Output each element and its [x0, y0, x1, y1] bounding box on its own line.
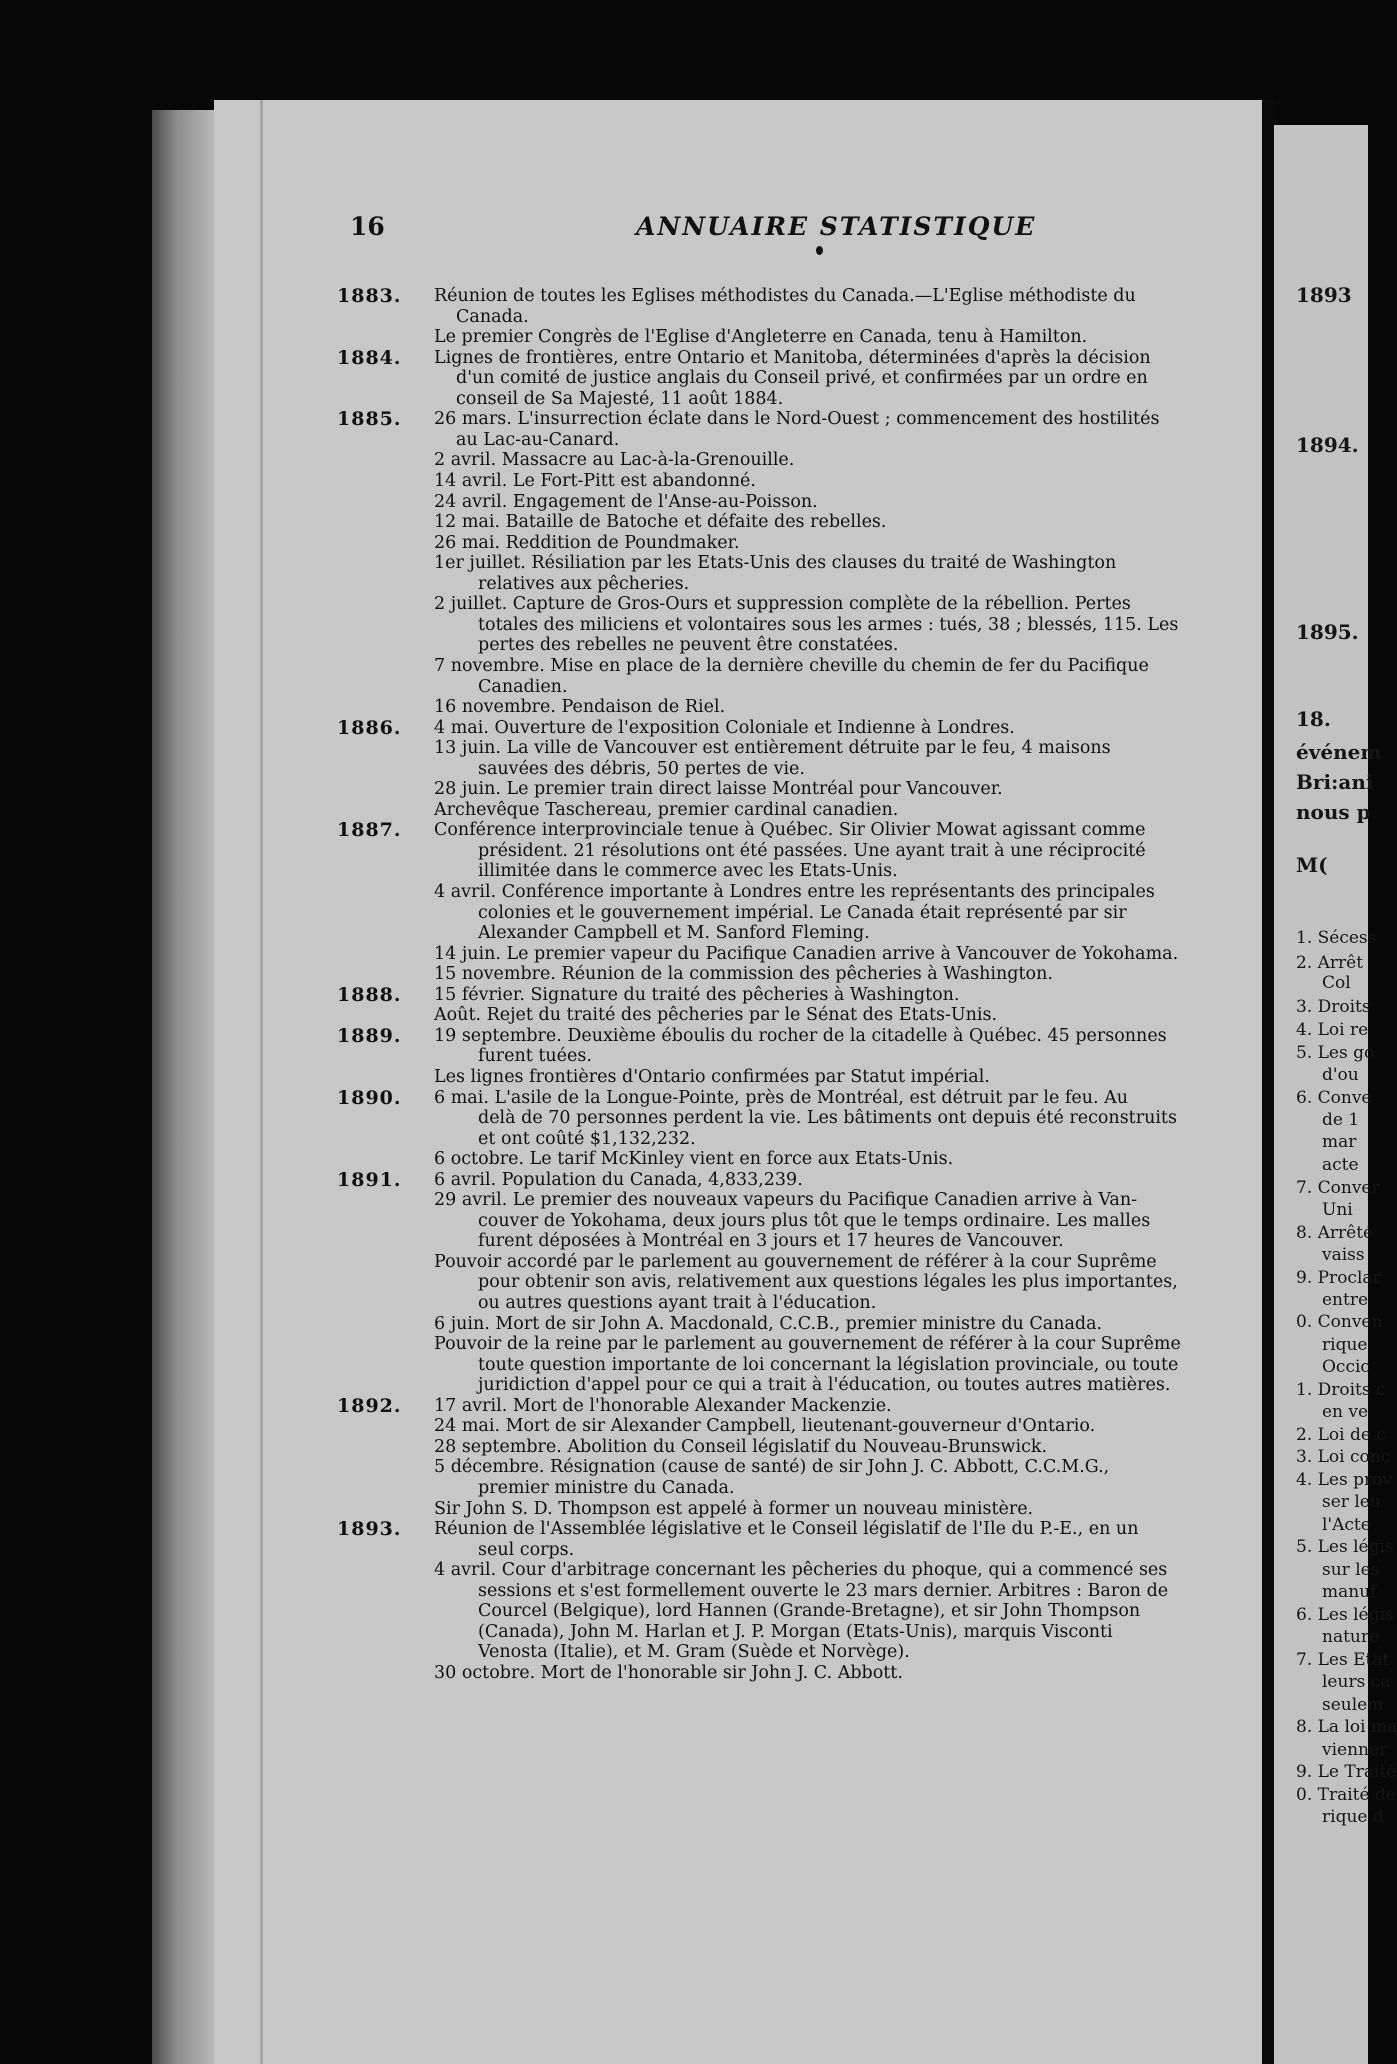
entry-text: Lignes de frontières, entre Ontario et Manitoba, déterminées d'après la décision — [434, 347, 1151, 368]
chronology-line — [0, 800, 1368, 820]
entry-text: 14 juin. Le premier vapeur du Pacifique Canadien arrive à Vancouver de Yokohama. — [434, 943, 1179, 964]
facing-page-text: seulem — [1322, 1695, 1384, 1715]
year-label: 1886. — [337, 716, 402, 739]
facing-page-text: en ve — [1322, 1402, 1369, 1422]
entry-text: Août. Rejet du traité des pêcheries par le Sénat des Etats-Unis. — [434, 1005, 998, 1026]
year-label: 1891. — [337, 1168, 402, 1191]
chronology-line — [0, 368, 1368, 388]
chronology-line — [0, 882, 1368, 902]
entry-text: conseil de Sa Majesté, 11 août 1884. — [456, 388, 784, 409]
chronology-line — [0, 615, 1368, 635]
entry-text: 13 juin. La ville de Vancouver est entièrement détruite par le feu, 4 maisons — [434, 738, 1111, 759]
year-label: 1889. — [337, 1024, 402, 1047]
entry-text: relatives aux pêcheries. — [478, 573, 690, 594]
facing-page-text: de 1 — [1322, 1110, 1360, 1130]
entry-text: illimitée dans le commerce avec les Etats-Unis. — [478, 861, 898, 882]
entry-text: 26 mars. L'insurrection éclate dans le Nord-Ouest ; commencement des hostilités — [434, 409, 1160, 430]
entry-text: Pouvoir de la reine par le parlement au gouvernement de référer à la cour Suprême — [434, 1334, 1181, 1354]
entry-text: totales des miliciens et volontaires sous les armes : tués, 38 ; blessés, 115. Les — [478, 614, 1179, 635]
chronology-line — [0, 512, 1368, 532]
chronology-line — [0, 1581, 1368, 1601]
entry-text: 15 février. Signature du traité des pêcheries à Washington. — [434, 984, 960, 1005]
chronology-line — [0, 1005, 1368, 1025]
chronology-line — [0, 553, 1368, 573]
entry-text: Conférence interprovinciale tenue à Québec. Sir Olivier Mowat agissant comme — [434, 820, 1146, 841]
chronology-line — [0, 861, 1368, 881]
chronology-line — [0, 1560, 1368, 1580]
entry-text: toute question importante de loi concernant la législation provinciale, ou toute — [478, 1354, 1179, 1375]
chronology-line — [0, 492, 1368, 512]
chronology-line — [0, 759, 1368, 779]
facing-page-text: vaiss — [1322, 1245, 1365, 1265]
chronology-line — [0, 1314, 1368, 1334]
entry-text: 4 avril. Cour d'arbitrage concernant les pêcheries du phoque, qui a commencé ses — [434, 1560, 1168, 1581]
entry-text: Archevêque Taschereau, premier cardinal canadien. — [434, 799, 899, 820]
chronology-line — [0, 1478, 1368, 1498]
chronology-line — [0, 656, 1368, 676]
chronology-line — [0, 923, 1368, 943]
facing-page-text: 18. — [1296, 707, 1331, 731]
chronology-line — [0, 1293, 1368, 1313]
facing-page-text: 7. Les Etat — [1296, 1650, 1390, 1670]
chronology-line — [0, 718, 1368, 738]
entry-text: 4 avril. Conférence importante à Londres entre les représentants des principales — [434, 882, 1155, 902]
entry-text: 16 novembre. Pendaison de Riel. — [434, 697, 726, 717]
chronology-line — [0, 738, 1368, 758]
entry-text: 14 avril. Le Fort-Pitt est abandonné. — [434, 471, 756, 491]
entry-text: 28 juin. Le premier train direct laisse Montréal pour Vancouver. — [434, 779, 1003, 800]
chronology-line — [0, 1190, 1368, 1210]
chronology-line — [0, 635, 1368, 655]
facing-page-text: rique — [1322, 1335, 1368, 1355]
chronology-line — [0, 903, 1368, 923]
facing-page-text: 5. Les go — [1296, 1043, 1375, 1063]
entry-text: 17 avril. Mort de l'honorable Alexander Mackenzie. — [434, 1395, 892, 1416]
facing-page-text: 8. La loi ma — [1296, 1717, 1397, 1737]
chronology-line — [0, 1540, 1368, 1560]
entry-text: au Lac-au-Canard. — [456, 429, 620, 450]
entry-text: Pouvoir accordé par le parlement au gouvernement de référer à la cour Suprême — [434, 1251, 1157, 1272]
chronology-line — [0, 1252, 1368, 1272]
entry-text: Canadien. — [478, 676, 568, 697]
facing-page-text: ser leu — [1322, 1492, 1381, 1512]
facing-page-text: mar — [1322, 1132, 1357, 1152]
year-label: 1883. — [337, 285, 402, 307]
facing-page-text: l'Acte — [1322, 1515, 1371, 1535]
facing-page-text: 7. Conver — [1296, 1178, 1380, 1198]
year-label: 1888. — [337, 983, 402, 1006]
chronology-line — [0, 1437, 1368, 1457]
entry-text: 29 avril. Le premier des nouveaux vapeurs du Pacifique Canadien arrive à Van- — [434, 1190, 1138, 1211]
entry-text: juridiction d'appel pour ce qui a trait à l'éducation, ou toutes autres matières. — [478, 1375, 1171, 1396]
chronology-line — [0, 409, 1368, 429]
chronology-line — [0, 1046, 1368, 1066]
year-label: 1893. — [337, 1518, 402, 1540]
entry-text: couver de Yokohama, deux jours plus tôt que le temps ordinaire. Les malles — [478, 1210, 1151, 1231]
entry-text: 24 avril. Engagement de l'Anse-au-Poisson. — [434, 491, 818, 512]
entry-text: 6 avril. Population du Canada, 4,833,239. — [434, 1169, 803, 1190]
facing-page-text: M( — [1296, 853, 1328, 877]
entry-text: pour obtenir son avis, relativement aux questions légales les plus importantes, — [478, 1272, 1178, 1293]
entry-text: Courcel (Belgique), lord Hannen (Grande-Bretagne), et sir John Thompson — [478, 1601, 1141, 1622]
chronology-line — [0, 1622, 1368, 1642]
chronology-line — [0, 1457, 1368, 1477]
facing-page-text: 0. Conven — [1296, 1312, 1383, 1332]
chronology-line — [0, 964, 1368, 984]
chronology-line — [0, 389, 1368, 409]
entry-text: seul corps. — [478, 1539, 575, 1560]
entry-text: 7 novembre. Mise en place de la dernière cheville du chemin de fer du Pacifique — [434, 655, 1149, 676]
chronology-line — [0, 841, 1368, 861]
page-number: 16 — [350, 212, 385, 241]
chronology-line — [0, 1519, 1368, 1539]
facing-page-text: manuf — [1322, 1582, 1377, 1602]
chronology-line — [0, 348, 1368, 368]
entry-text: delà de 70 personnes perdent la vie. Les bâtiments ont depuis été reconstruits — [478, 1108, 1177, 1128]
entry-text: 19 septembre. Deuxième éboulis du rocher de la citadelle à Québec. 45 personnes — [434, 1025, 1167, 1046]
facing-page-text: 8. Arrêté — [1296, 1223, 1374, 1243]
chronology-line — [0, 985, 1368, 1005]
chronology-line — [0, 1170, 1368, 1190]
facing-page-text: 4. Les prov — [1296, 1470, 1392, 1490]
chronology-line — [0, 1026, 1368, 1046]
facing-page-text: 4. Loi re — [1296, 1020, 1369, 1040]
chronology-line — [0, 1149, 1368, 1169]
entry-text: 5 décembre. Résignation (cause de santé) de sir John J. C. Abbott, C.C.M.G., — [434, 1457, 1110, 1478]
chronology-line — [0, 286, 1368, 306]
entry-text: Réunion de l'Assemblée législative et le Conseil législatif de l'Ile du P.-E., en un — [434, 1519, 1139, 1539]
chronology-line — [0, 1663, 1368, 1683]
year-label: 1890. — [337, 1086, 402, 1109]
chronology-line — [0, 1088, 1368, 1108]
entry-text: premier ministre du Canada. — [478, 1477, 735, 1498]
facing-page-text: acte — [1322, 1155, 1359, 1175]
entry-text: 26 mai. Reddition de Poundmaker. — [434, 532, 740, 553]
entry-text: 1er juillet. Résiliation par les Etats-Unis des clauses du traité de Washington — [434, 553, 1117, 574]
entry-text: 6 mai. L'asile de la Longue-Pointe, près de Montréal, est détruit par le feu. Au — [434, 1087, 1129, 1108]
chronology-line — [0, 1211, 1368, 1231]
facing-page-text: sur les — [1322, 1560, 1380, 1580]
facing-page-text: vienner — [1322, 1740, 1388, 1760]
entry-text: 30 octobre. Mort de l'honorable sir John J. C. Abbott. — [434, 1662, 903, 1683]
facing-page-text: nature — [1322, 1627, 1380, 1647]
entry-text: Le premier Congrès de l'Eglise d'Angleterre en Canada, tenu à Hamilton. — [434, 327, 1088, 348]
facing-page-text: leurs ca — [1322, 1672, 1391, 1692]
chronology-line — [0, 1416, 1368, 1436]
chronology-line — [0, 1642, 1368, 1662]
facing-page-text: Occic — [1322, 1357, 1370, 1377]
entry-text: Sir John S. D. Thompson est appelé à former un nouveau ministère. — [434, 1498, 1034, 1519]
year-label: 1887. — [337, 819, 402, 842]
facing-page-text: 6. Conve — [1296, 1088, 1372, 1108]
facing-page-text: 1. Droits c — [1296, 1380, 1386, 1400]
entry-text: 2 juillet. Capture de Gros-Ours et suppression complète de la rébellion. Pertes — [434, 594, 1131, 615]
entry-text: Alexander Campbell et M. Sanford Fleming. — [478, 923, 870, 944]
entry-text: 28 septembre. Abolition du Conseil législatif du Nouveau-Brunswick. — [434, 1436, 1048, 1457]
chronology-line — [0, 1355, 1368, 1375]
chronology-line — [0, 1499, 1368, 1519]
chronology-line — [0, 430, 1368, 450]
entry-text: colonies et le gouvernement impérial. Le Canada était représenté par sir — [478, 902, 1127, 923]
entry-text: pertes des rebelles ne peuvent être constatées. — [478, 635, 899, 656]
facing-page-text: nous p — [1296, 800, 1371, 824]
facing-page-text: 9. Proclar — [1296, 1268, 1381, 1288]
facing-page-text: d'ou — [1322, 1065, 1359, 1085]
entry-text: 6 juin. Mort de sir John A. Macdonald, C.C.B., premier ministre du Canada. — [434, 1313, 1103, 1334]
entry-text: ou autres questions ayant trait à l'éducation. — [478, 1293, 877, 1313]
chronology-line — [0, 1129, 1368, 1149]
entry-text: Les lignes frontières d'Ontario confirmées par Statut impérial. — [434, 1066, 990, 1087]
facing-page-text: Col — [1322, 973, 1351, 993]
entry-text: Réunion de toutes les Eglises méthodistes du Canada.—L'Eglise méthodiste du — [434, 286, 1136, 306]
facing-page-text: 2. Arrêt — [1296, 953, 1364, 973]
chronology-line — [0, 1067, 1368, 1087]
facing-page-text: 6. Les légis — [1296, 1605, 1394, 1625]
chronology-line — [0, 1601, 1368, 1621]
entry-text: et ont coûté $1,132,232. — [478, 1128, 696, 1149]
entry-text: furent déposées à Montréal en 3 jours et 17 heures de Vancouver. — [478, 1231, 1064, 1252]
chronology-line — [0, 533, 1368, 553]
entry-text: 24 mai. Mort de sir Alexander Campbell, lieutenant-gouverneur d'Ontario. — [434, 1416, 1096, 1437]
entry-text: 4 mai. Ouverture de l'exposition Coloniale et Indienne à Londres. — [434, 717, 1015, 738]
facing-page-text: 1893 — [1296, 283, 1352, 307]
year-label: 1892. — [337, 1394, 402, 1417]
chronology-line — [0, 820, 1368, 840]
entry-text: 2 avril. Massacre au Lac-à-la-Grenouille. — [434, 450, 795, 471]
entry-text: Venosta (Italie), et M. Gram (Suède et Norvège). — [478, 1642, 910, 1663]
chronology-line — [0, 677, 1368, 697]
chronology-line — [0, 1375, 1368, 1395]
chronology-line — [0, 574, 1368, 594]
chronology-line — [0, 307, 1368, 327]
facing-page-text: rique d — [1322, 1807, 1384, 1827]
chronology-line — [0, 450, 1368, 470]
facing-page-text: 1895. — [1296, 620, 1359, 644]
entry-text: président. 21 résolutions ont été passées. Une ayant trait à une réciprocité — [478, 840, 1146, 861]
chronology-line — [0, 779, 1368, 799]
chronology-line — [0, 594, 1368, 614]
facing-page-text: 1. Sécess — [1296, 928, 1377, 948]
entry-text: sauvées des débris, 50 pertes de vie. — [478, 758, 805, 779]
facing-page-text: 3. Droits — [1296, 997, 1371, 1017]
facing-page-text: Bri:ani — [1296, 770, 1374, 794]
year-label: 1884. — [337, 346, 402, 369]
chronology-line — [0, 1396, 1368, 1416]
entry-text: 15 novembre. Réunion de la commission des pêcheries à Washington. — [434, 964, 1053, 985]
entry-text: Canada. — [456, 306, 529, 327]
facing-page-text: Uni — [1322, 1200, 1353, 1220]
chronology-line — [0, 1231, 1368, 1251]
chronology-line — [0, 327, 1368, 347]
facing-page-text: 5. Les légis — [1296, 1537, 1394, 1557]
facing-page-text: 1894. — [1296, 433, 1359, 457]
chronology-line — [0, 1108, 1368, 1128]
chronology-line — [0, 1272, 1368, 1292]
chronology-line — [0, 944, 1368, 964]
year-label: 1885. — [337, 408, 402, 431]
facing-page-text: 0. Traité de — [1296, 1785, 1396, 1805]
chronology-line — [0, 471, 1368, 491]
chronology-line — [0, 697, 1368, 717]
facing-page-text: événem — [1296, 740, 1382, 764]
facing-page-text: 2. Loi de c — [1296, 1425, 1386, 1445]
facing-page-text: 9. Le Traité — [1296, 1762, 1397, 1782]
running-title: ANNUAIRE STATISTIQUE — [636, 212, 1037, 241]
facing-page-text: 3. Loi conc — [1296, 1447, 1391, 1467]
entry-text: (Canada), John M. Harlan et J. P. Morgan (Etats-Unis), marquis Visconti — [478, 1621, 1113, 1642]
entry-text: sessions et s'est formellement ouverte le 23 mars dernier. Arbitres : Baron de — [478, 1580, 1169, 1601]
entry-text: 6 octobre. Le tarif McKinley vient en force aux Etats-Unis. — [434, 1149, 954, 1170]
entry-text: furent tuées. — [478, 1046, 592, 1067]
chronology-line — [0, 1334, 1368, 1354]
facing-page-text: entre — [1322, 1290, 1369, 1310]
entry-text: d'un comité de justice anglais du Conseil privé, et confirmées par un ordre en — [456, 368, 1148, 389]
entry-text: 12 mai. Bataille de Batoche et défaite des rebelles. — [434, 512, 887, 532]
